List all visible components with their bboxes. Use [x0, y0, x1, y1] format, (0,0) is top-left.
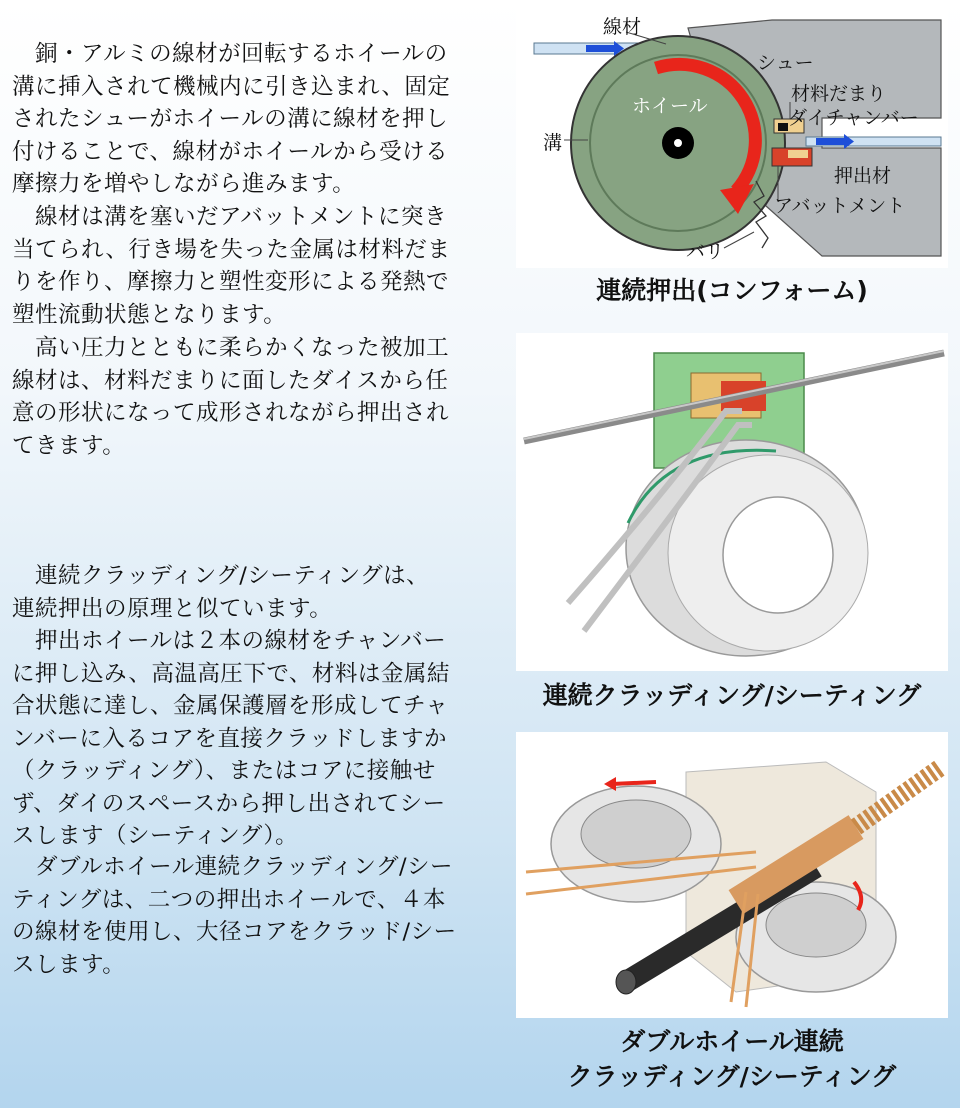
cable-end — [616, 970, 636, 994]
double-wheel-illustration — [516, 732, 948, 1018]
paragraph-extrusion: 高い圧力とともに柔らかくなった被加工 線材は、材料だまりに面したダイスから任 意の形状になって成形されながら押出され てきます。 — [12, 335, 450, 459]
label-pool: 材料だまり — [791, 83, 887, 105]
label-extrudate: 押出材 — [834, 165, 892, 187]
caption-conform: 連続押出(コンフォーム) — [596, 276, 868, 305]
label-abutment: アバットメント — [774, 195, 906, 217]
caption-double-wheel: ダブルホイール連続 クラッディング/シーティング — [567, 1027, 897, 1091]
label-burr: バリ — [686, 241, 725, 263]
right-wheel-bore — [766, 893, 866, 957]
wheel-bore — [723, 497, 833, 613]
conform-diagram — [516, 6, 948, 268]
label-wheel: ホイール — [632, 95, 708, 117]
label-wire: 線材 — [603, 16, 642, 38]
paragraph-cladding-intro: 連続クラッディング/シーティングは、 連続押出の原理と似ています。 — [12, 563, 430, 622]
left-rotation-arrow — [612, 782, 656, 784]
paragraph-cladding-detail: 押出ホイールは２本の線材をチャンバー に押し込み、高温高圧下で、材料は金属結 合状態に達し、金属保護層を形成してチャ ンバーに入るコアを直接クラッドしますか （クラッディング）、またはコアに接触せ ず、ダイのスペースから押し出されてシー スします（シーティング）。 — [12, 628, 450, 849]
paragraph-double-wheel: ダブルホイール連続クラッディング/シー ティングは、二つの押出ホイールで、４本 の線材を使用し、大径コアをクラッド/シー スします。 — [12, 854, 457, 978]
paragraph-abutment: 線材は溝を塞いだアバットメントに突き 当てられ、行き場を失った金属は材料だま りを作り、摩擦力と塑性変形による発熱で 塑性流動状態となります。 — [12, 204, 451, 328]
label-shoe: シュー — [757, 52, 814, 74]
label-groove: 溝 — [543, 132, 563, 154]
paragraph-conform-intro: 銅・アルミの線材が回転するホイールの 溝に挿入されて機械内に引き込まれ、固定 されたシューがホイールの溝に線材を押し 付けることで、線材がホイールから受ける 摩擦力を増やしながら進みます。 — [12, 41, 451, 197]
wheel-axle — [674, 139, 682, 147]
die-body — [788, 150, 808, 158]
caption-cladding: 連続クラッディング/シーティング — [542, 681, 922, 710]
cladding-illustration — [516, 333, 948, 671]
label-chamber: ダイチャンバー — [788, 107, 919, 129]
die-chamber — [778, 123, 788, 131]
